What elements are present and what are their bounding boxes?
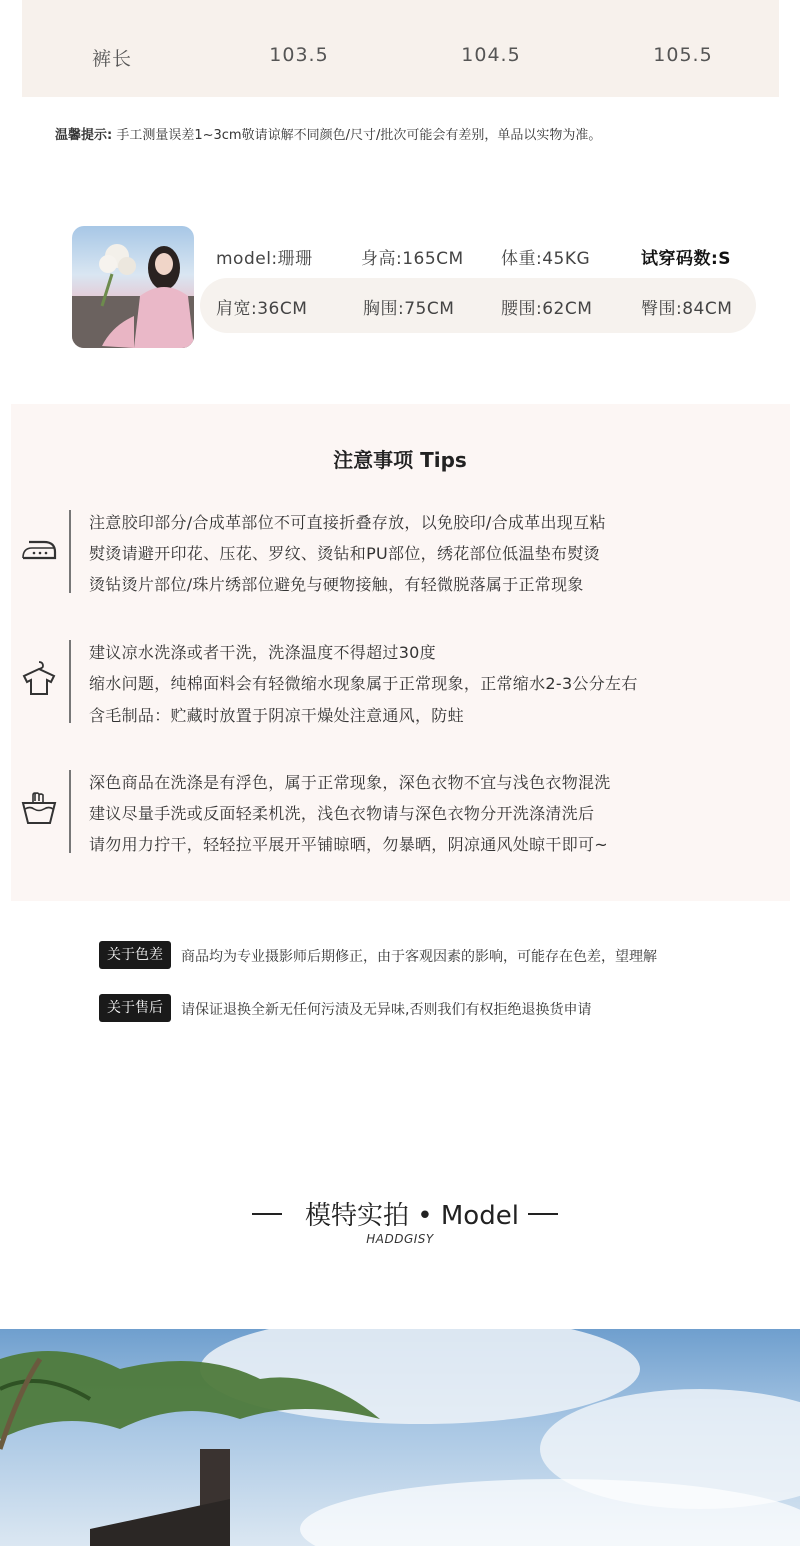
tip-line: 熨烫请避开印花、压花、罗纹、烫钻和PU部位，绣花部位低温垫布熨烫	[89, 544, 600, 563]
heading-dash-right	[528, 1213, 558, 1215]
model-section-heading: 模特实拍 • Model	[305, 1201, 519, 1231]
after-sales-text: 请保证退换全新无任何污渍及无异味,否则我们有权拒绝退换货申请	[181, 1002, 592, 1018]
measurement-notice	[55, 124, 601, 143]
model-weight: 体重:45KG	[501, 249, 591, 269]
hand-wash-icon	[20, 789, 58, 827]
iron-icon	[20, 530, 58, 568]
model-thumbnail	[72, 226, 194, 348]
tip-line: 建议凉水洗涤或者干洗，洗涤温度不得超过30度	[89, 643, 436, 662]
tip-line: 深色商品在洗涤是有浮色，属于正常现象，深色衣物不宜与浅色衣物混洗	[89, 773, 611, 792]
tips-title: 注意事项 Tips	[333, 448, 467, 472]
model-thumbnail-illustration	[72, 226, 194, 348]
tip-line: 注意胶印部分/合成革部位不可直接折叠存放，以免胶印/合成革出现互粘	[89, 513, 606, 532]
color-difference-badge: 关于色差	[99, 941, 171, 969]
model-bust: 胸围:75CM	[363, 299, 455, 319]
tip-divider	[69, 770, 71, 853]
size-value: 105.5	[653, 44, 713, 66]
tip-line: 烫钻烫片部位/珠片绣部位避免与硬物接触，有轻微脱落属于正常现象	[89, 575, 584, 594]
size-value: 103.5	[269, 44, 329, 66]
model-hip: 臀围:84CM	[641, 299, 733, 319]
tip-line: 缩水问题，纯棉面料会有轻微缩水现象属于正常现象，正常缩水2-3公分左右	[89, 674, 638, 693]
shirt-hanger-icon	[20, 659, 58, 697]
model-photo-illustration	[0, 1329, 800, 1546]
model-size-tried: 试穿码数:S	[641, 249, 732, 269]
model-name: model:珊珊	[216, 249, 313, 269]
tip-divider	[69, 640, 71, 723]
heading-dash-left	[252, 1213, 282, 1215]
brand-subheading: HADDGISY	[366, 1232, 434, 1246]
after-sales-badge: 关于售后	[99, 994, 171, 1022]
tip-line: 请勿用力拧干，轻轻拉平展开平铺晾晒，勿暴晒，阴凉通风处晾干即可~	[89, 835, 609, 854]
size-table-row	[22, 0, 779, 97]
model-shoulder: 肩宽:36CM	[216, 299, 308, 319]
color-difference-text: 商品均为专业摄影师后期修正，由于客观因素的影响，可能存在色差，望理解	[181, 949, 657, 965]
model-photo	[0, 1329, 800, 1546]
tip-line: 含毛制品：贮藏时放置于阴凉干燥处注意通风，防蛀	[89, 706, 464, 725]
tip-line: 建议尽量手洗或反面轻柔机洗，浅色衣物请与深色衣物分开洗涤清洗后	[89, 804, 595, 823]
size-value: 104.5	[461, 44, 521, 66]
notice-text: 手工测量误差1~3cm敬请谅解不同颜色/尺寸/批次可能会有差别，单品以实物为准。	[116, 128, 602, 143]
model-height: 身高:165CM	[361, 249, 464, 269]
tip-divider	[69, 510, 71, 593]
notice-label: 温馨提示:	[55, 128, 113, 143]
size-row-label: 裤长	[91, 48, 133, 70]
model-waist: 腰围:62CM	[501, 299, 593, 319]
